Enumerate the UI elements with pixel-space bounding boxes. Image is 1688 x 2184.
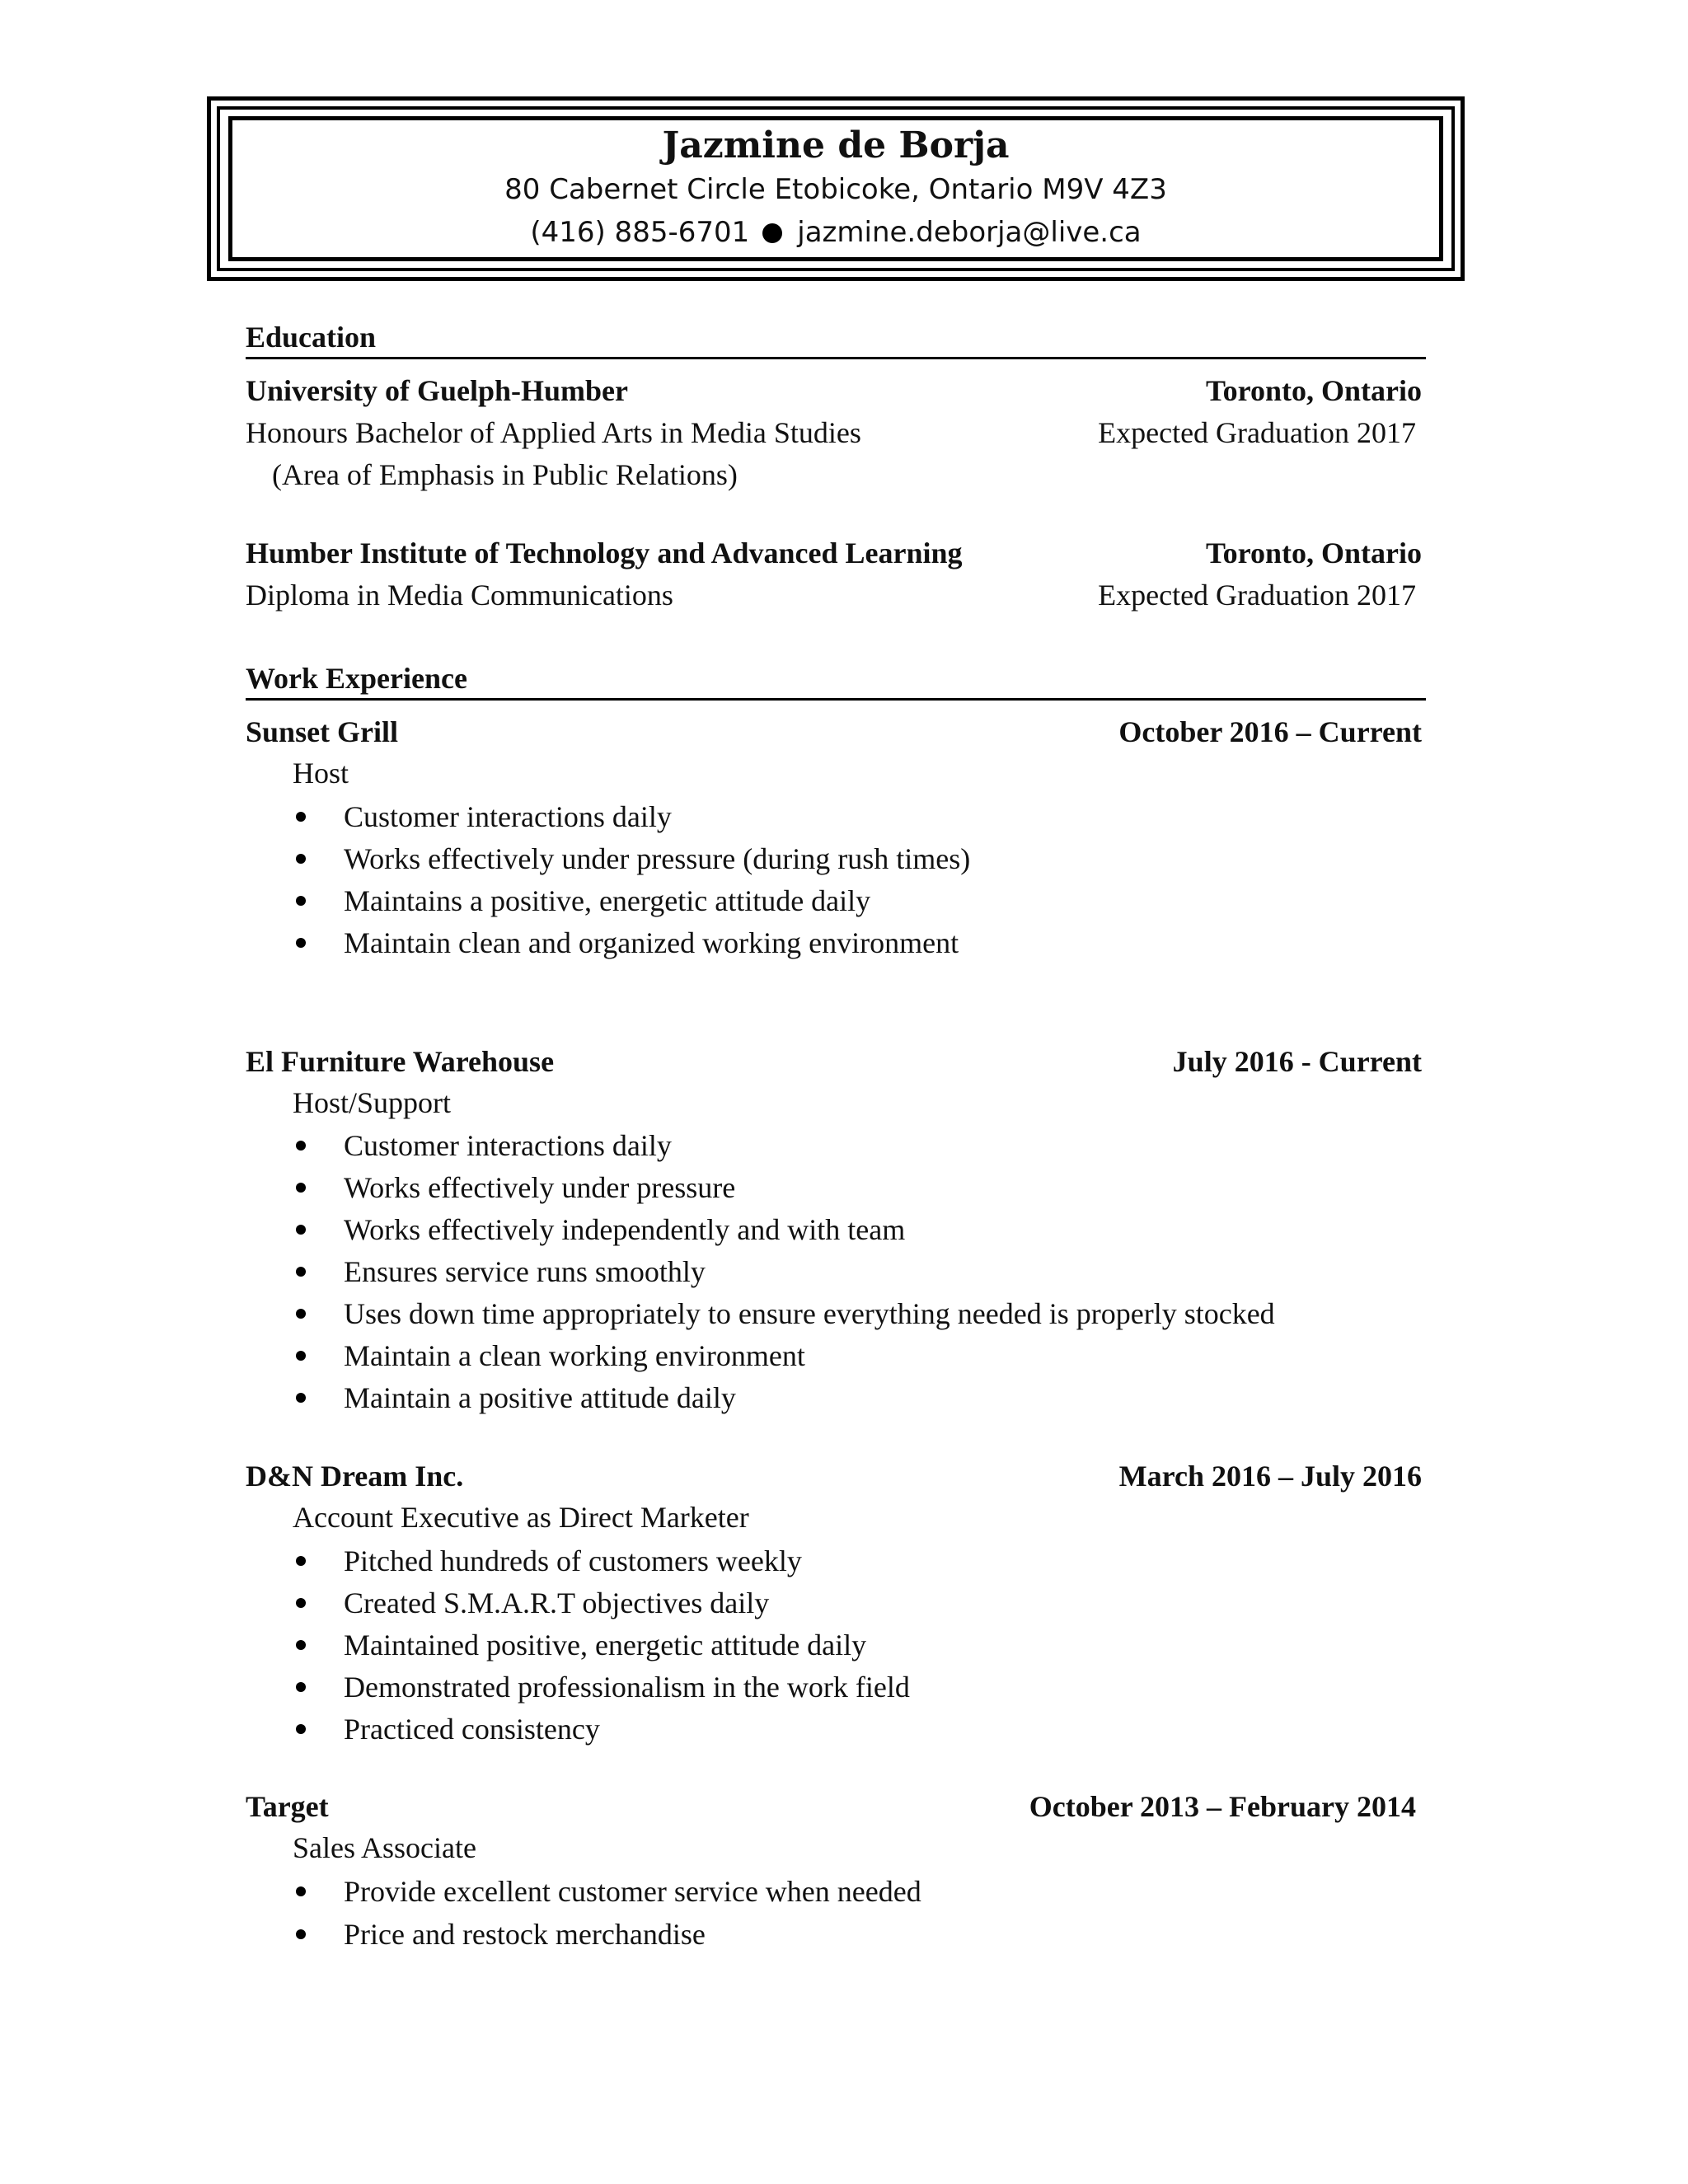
- bullet-icon: [296, 1724, 306, 1734]
- bullet-icon: [296, 1598, 306, 1608]
- employer-name: El Furniture Warehouse: [246, 1045, 555, 1078]
- applicant-phone: (416) 885-6701: [530, 216, 750, 249]
- employer-name: Target: [246, 1790, 329, 1823]
- list-item: Price and restock merchandise: [344, 1918, 706, 1951]
- bullet-icon: [296, 1183, 306, 1193]
- list-item: Ensures service runs smoothly: [344, 1255, 706, 1288]
- bullet-icon: [296, 1886, 306, 1896]
- resume-header: [228, 116, 1443, 261]
- list-item: Customer interactions daily: [344, 1129, 672, 1162]
- work-divider: [246, 698, 1426, 701]
- job-role: Host/Support: [293, 1086, 452, 1119]
- school-location: Toronto, Ontario: [1205, 537, 1422, 569]
- list-item: Works effectively under pressure (during rush times): [344, 842, 971, 875]
- graduation-date: Expected Graduation 2017: [1098, 579, 1416, 612]
- bullet-icon: [296, 1225, 306, 1235]
- list-item: Works effectively under pressure: [344, 1171, 736, 1204]
- employment-dates: October 2013 – February 2014: [1029, 1790, 1416, 1823]
- applicant-email: jazmine.deborja@live.ca: [797, 216, 1142, 249]
- program-name: Honours Bachelor of Applied Arts in Media Studies: [246, 416, 861, 449]
- job-role: Account Executive as Direct Marketer: [293, 1501, 749, 1534]
- graduation-date: Expected Graduation 2017: [1098, 416, 1416, 449]
- bullet-icon: [296, 1141, 306, 1151]
- list-item: Pitched hundreds of customers weekly: [344, 1544, 802, 1577]
- education-heading: Education: [246, 321, 377, 354]
- school-location: Toronto, Ontario: [1205, 374, 1422, 407]
- list-item: Maintain a positive attitude daily: [344, 1381, 736, 1414]
- bullet-icon: [296, 812, 306, 822]
- employment-dates: March 2016 – July 2016: [1118, 1460, 1422, 1493]
- program-detail: (Area of Emphasis in Public Relations): [272, 458, 738, 491]
- bullet-icon: [296, 938, 306, 948]
- applicant-address: 80 Cabernet Circle Etobicoke, Ontario M9V 4Z3: [504, 173, 1167, 206]
- list-item: Customer interactions daily: [344, 800, 672, 833]
- employment-dates: October 2016 – Current: [1118, 715, 1422, 748]
- bullet-icon: [296, 1556, 306, 1566]
- employment-dates: July 2016 - Current: [1172, 1045, 1422, 1078]
- list-item: Maintains a positive, energetic attitude daily: [344, 884, 871, 917]
- list-item: Maintain a clean working environment: [344, 1339, 805, 1372]
- employer-name: Sunset Grill: [246, 715, 399, 748]
- school-name: Humber Institute of Technology and Advanced Learning: [246, 537, 963, 569]
- school-name: University of Guelph-Humber: [246, 374, 628, 407]
- job-role: Host: [293, 757, 349, 790]
- list-item: Maintained positive, energetic attitude daily: [344, 1629, 867, 1661]
- list-item: Created S.M.A.R.T objectives daily: [344, 1586, 770, 1619]
- program-name: Diploma in Media Communications: [246, 579, 673, 612]
- list-item: Maintain clean and organized working environment: [344, 926, 959, 959]
- bullet-icon: [296, 896, 306, 906]
- job-role: Sales Associate: [293, 1831, 476, 1864]
- applicant-name: Jazmine de Borja: [662, 124, 1010, 166]
- list-item: Provide excellent customer service when needed: [344, 1875, 921, 1908]
- bullet-icon: [296, 1351, 306, 1361]
- employer-name: D&N Dream Inc.: [246, 1460, 464, 1493]
- bullet-icon: [296, 1309, 306, 1319]
- bullet-icon: [296, 1640, 306, 1650]
- education-divider: [246, 357, 1426, 359]
- bullet-icon: [296, 1929, 306, 1939]
- list-item: Works effectively independently and with team: [344, 1213, 906, 1246]
- contact-line: [530, 211, 1141, 254]
- list-item: Demonstrated professionalism in the work field: [344, 1671, 910, 1704]
- separator-dot-icon: [762, 223, 782, 243]
- list-item: Practiced consistency: [344, 1713, 600, 1746]
- bullet-icon: [296, 1393, 306, 1403]
- bullet-icon: [296, 1682, 306, 1692]
- list-item: Uses down time appropriately to ensure everything needed is properly stocked: [344, 1297, 1275, 1330]
- work-heading: Work Experience: [246, 662, 467, 695]
- bullet-icon: [296, 1267, 306, 1277]
- bullet-icon: [296, 854, 306, 864]
